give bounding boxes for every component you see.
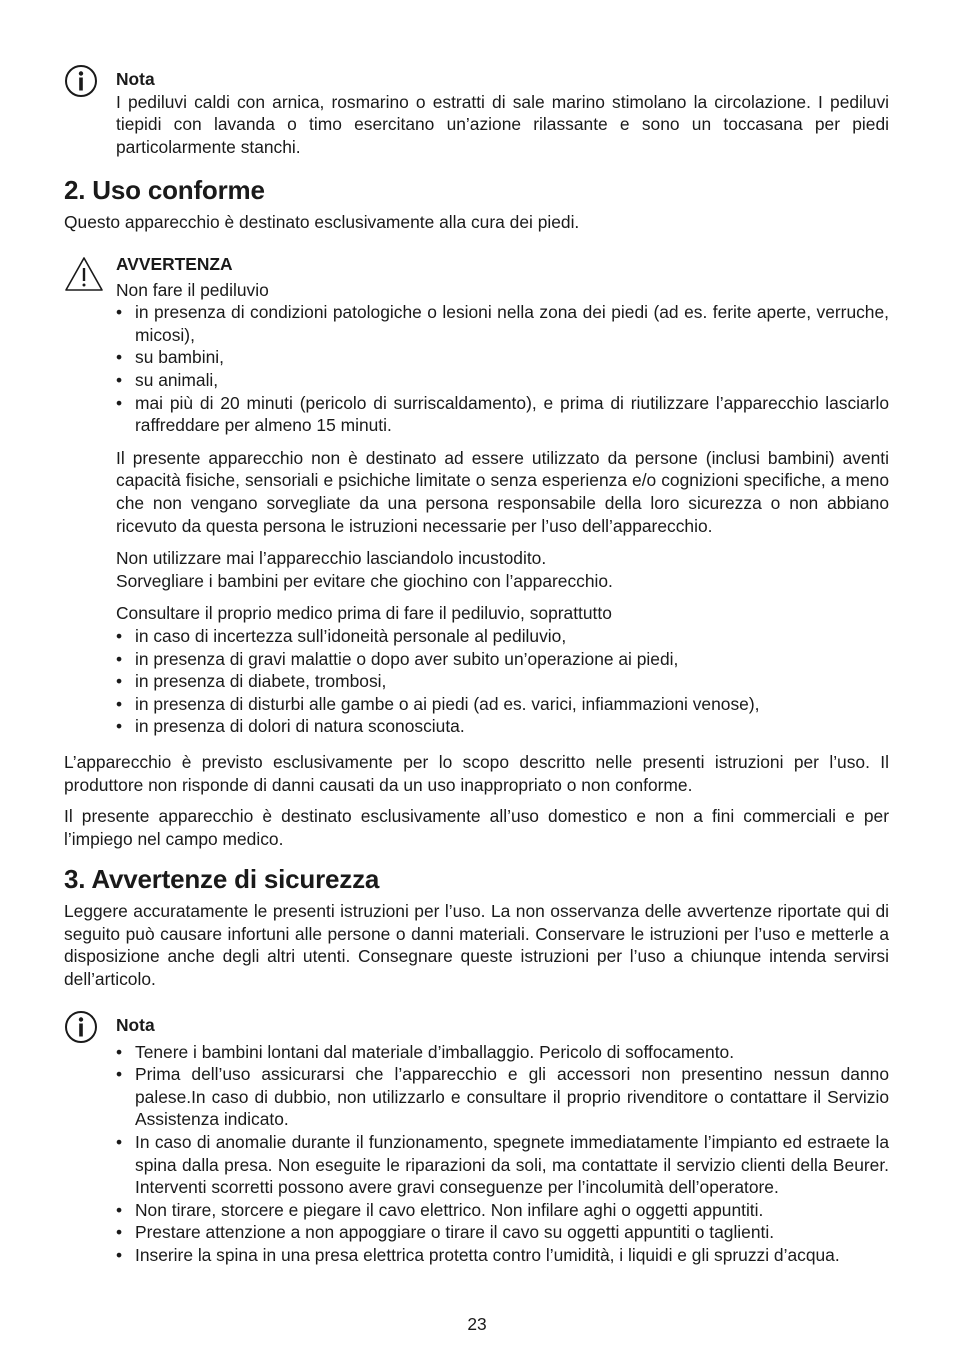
list-item: • mai più di 20 minuti (pericolo di surriscaldamento), e prima di riutilizzare l’apparecchio lasciarlo raffreddare per almeno 15 minuti. [116, 392, 889, 437]
info-icon [64, 64, 98, 98]
list-item: • in presenza di gravi malattie o dopo aver subito un’operazione ai piedi, [116, 648, 889, 671]
consult-list [116, 625, 889, 738]
warning-triangle-icon [64, 256, 104, 292]
paragraph-line: Non utilizzare mai l’apparecchio lasciandolo incustodito. [116, 548, 547, 569]
list-item: • su animali, [116, 369, 889, 392]
note-text: I pediluvi caldi con arnica, rosmarino o estratti di sale marino stimolano la circolazione. I pediluvi tiepidi con lavanda o timo esercitano un’azione rilassante e sono un toccasana per piedi particolarmente stanchi. [116, 91, 889, 157]
warning-label: AVVERTENZA [116, 254, 233, 274]
section-heading-uso-conforme: 2. Uso conforme [64, 175, 265, 205]
list-item: • in presenza di disturbi alle gambe o ai piedi (ad es. varici, infiammazioni venose), [116, 693, 889, 716]
list-item: • In caso di anomalie durante il funzionamento, spegnete immediatamente l’impianto ed estraete la spina dalla presa. Non eseguite le riparazioni da soli, ma contattate il servizio clienti della Beurer. Interventi scorretti possono avere gravi conseguenze per l’incolumità dell’operatore. [116, 1131, 889, 1199]
paragraph: Il presente apparecchio è destinato esclusivamente all’uso domestico e non a fini commerciali e per l’impiego nel campo medico. [64, 806, 889, 849]
paragraph: Il presente apparecchio non è destinato ad essere utilizzato da persone (inclusi bambini) aventi capacità fisiche, sensoriali e psichiche limitate o senza esperienza e/o cognizioni specifiche, a meno che non vengano sorvegliate da una persona responsabile della loro sicurezza o non abbiano ricevuto da questa persona le istruzioni necessarie per l’uso dell’apparecchio. [116, 447, 889, 536]
list-item: • in caso di incertezza sull’idoneità personale al pediluvio, [116, 625, 889, 648]
list-item: • in presenza di condizioni patologiche o lesioni nella zona dei piedi (ad es. ferite aperte, verruche, micosi), [116, 301, 889, 346]
list-item: • Non tirare, storcere e piegare il cavo elettrico. Non infilare aghi o oggetti appuntiti. [116, 1199, 889, 1222]
section-intro: Leggere accuratamente le presenti istruzioni per l’uso. La non osservanza delle avvertenze riportate qui di seguito può causare infortuni alle persone o danni materiali. Conservare le istruzioni per l’uso e metterle a disposizione anche degli altri utenti. Consegnare queste istruzioni per l’uso a chiunque intenda servirsi dell’articolo. [64, 901, 889, 989]
list-item: • in presenza di diabete, trombosi, [116, 670, 889, 693]
note-label: Nota [116, 1015, 155, 1035]
page-number: 23 [467, 1314, 487, 1334]
warning-lead: Non fare il pediluvio [116, 279, 269, 300]
note-list [116, 1041, 889, 1267]
note-label: Nota [116, 69, 155, 89]
paragraph: L’apparecchio è previsto esclusivamente per lo scopo descritto nelle presenti istruzioni per l’uso. Il produttore non risponde di danni causati da un uso inappropriato o non conforme. [64, 752, 889, 795]
list-item: • Inserire la spina in una presa elettrica protetta contro l’umidità, i liquidi e gli spruzzi d’acqua. [116, 1244, 889, 1267]
list-item: • in presenza di dolori di natura sconosciuta. [116, 715, 889, 738]
info-icon [64, 1010, 98, 1044]
list-item: • Prestare attenzione a non appoggiare o tirare il cavo su oggetti appuntiti o taglienti. [116, 1221, 889, 1244]
list-item: • Tenere i bambini lontani dal materiale d’imballaggio. Pericolo di soffocamento. [116, 1041, 889, 1064]
section-intro: Questo apparecchio è destinato esclusivamente alla cura dei piedi. [64, 212, 580, 232]
section-heading-avvertenze: 3. Avvertenze di sicurezza [64, 864, 380, 894]
paragraph-line: Sorvegliare i bambini per evitare che giochino con l’apparecchio. [116, 570, 613, 591]
warning-block [116, 253, 889, 738]
list-item: • su bambini, [116, 346, 889, 369]
warning-list [116, 301, 889, 437]
list-item: • Prima dell’uso assicurarsi che l’apparecchio e gli accessori non presentino nessun danno palese.In caso di dubbio, non utilizzarlo e consultare il proprio rivenditore o contattare il Servizio Assistenza indicato. [116, 1063, 889, 1131]
consult-lead: Consultare il proprio medico prima di fare il pediluvio, soprattutto [116, 603, 612, 624]
